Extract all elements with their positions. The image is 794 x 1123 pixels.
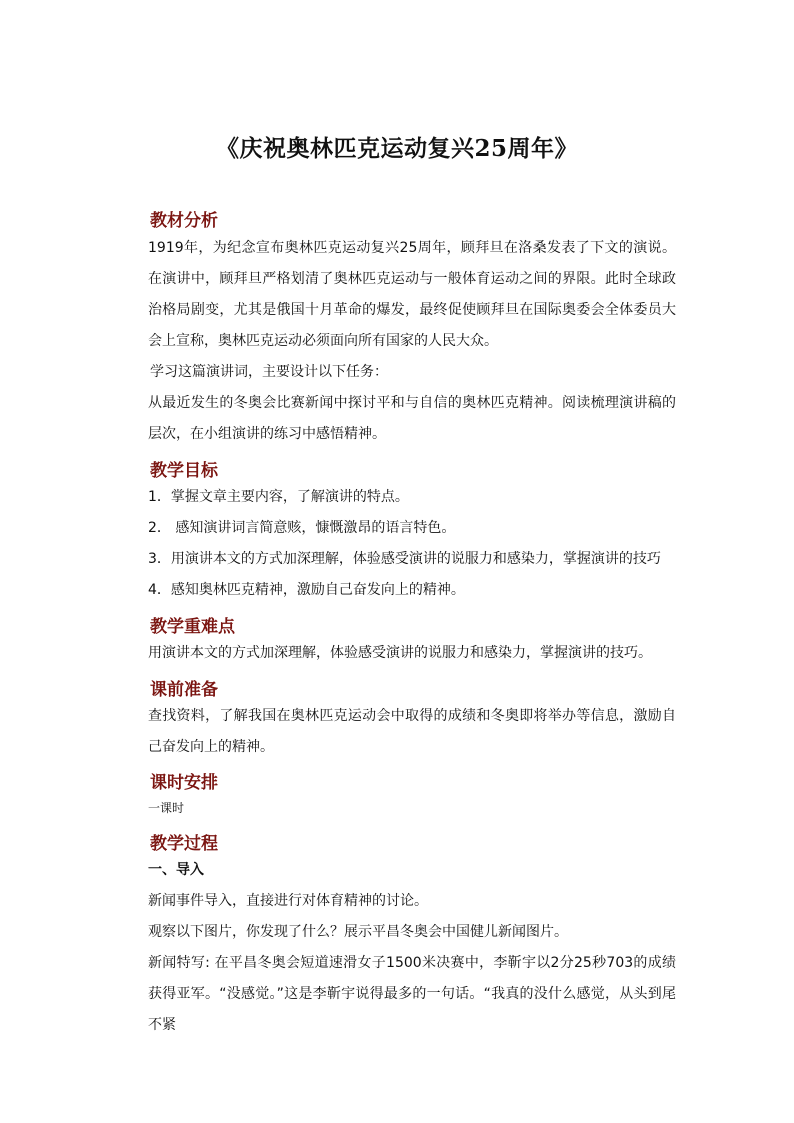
process-paragraph-2: 观察以下图片，你发现了什么？展示平昌冬奥会中国健儿新闻图片。 xyxy=(148,924,568,940)
goal-item-3: 3．用演讲本文的方式加深理解，体验感受演讲的说服力和感染力，掌握演讲的技巧 xyxy=(148,551,661,567)
heading-goals: 教学目标 xyxy=(150,461,218,481)
goal-item-4: 4．感知奥林匹克精神，激励自己奋发向上的精神。 xyxy=(148,582,465,598)
process-paragraph-1: 新闻事件导入，直接进行对体育精神的讨论。 xyxy=(148,893,428,909)
schedule-text: 一课时 xyxy=(148,801,185,815)
analysis-paragraph-1 xyxy=(148,233,676,357)
analysis-paragraph-2: 学习这篇演讲词，主要设计以下任务： xyxy=(150,364,388,380)
process-paragraph-3: 新闻特写: 在平昌冬奥会短道速滑女子1500米决赛中，李靳宇以2分25秒703的成绩获得亚军。“没感觉。”这是李靳宇说得最多的一句话。“我真的没什么感觉，从头到尾不紧 xyxy=(148,955,676,1033)
page-title: 《庆祝奥林匹克运动复兴25周年》 xyxy=(215,135,578,162)
heading-process: 教学过程 xyxy=(150,834,218,854)
prep-text: 查找资料，了解我国在奥林匹克运动会中取得的成绩和冬奥即将举办等信息，激励自己奋发向上的精神。 xyxy=(148,708,676,755)
goal-item-2: 2． 感知演讲词言简意赅，慷慨激昂的语言特色。 xyxy=(148,520,456,536)
goal-item-1: 1．掌握文章主要内容，了解演讲的特点。 xyxy=(148,489,409,505)
analysis-paragraph-3: 从最近发生的冬奥会比赛新闻中探讨平和与自信的奥林匹克精神。阅读梳理演讲稿的层次，在小组演讲的练习中感悟精神。 xyxy=(148,395,676,442)
analysis-para1-text: 1919年，为纪念宣布奥林匹克运动复兴25周年，顾拜旦在洛桑发表了下文的演说。在演讲中，顾拜旦严格划清了奥林匹克运动与一般体育运动之间的界限。此时全球政治格局剧变，尤其是俄国十月革命的爆发，最终促使顾拜旦在国际奥委会全体委员大会上宣称，奥林匹克运动必须面向所有国家的人民大众。 xyxy=(148,240,676,349)
heading-schedule: 课时安排 xyxy=(150,773,218,793)
process-sub-heading: 一、导入 xyxy=(148,862,204,878)
heading-keypoints: 教学重难点 xyxy=(150,617,235,637)
heading-prep: 课前准备 xyxy=(150,680,218,700)
heading-analysis: 教材分析 xyxy=(150,211,218,231)
keypoints-text: 用演讲本文的方式加深理解，体验感受演讲的说服力和感染力，掌握演讲的技巧。 xyxy=(148,645,652,661)
